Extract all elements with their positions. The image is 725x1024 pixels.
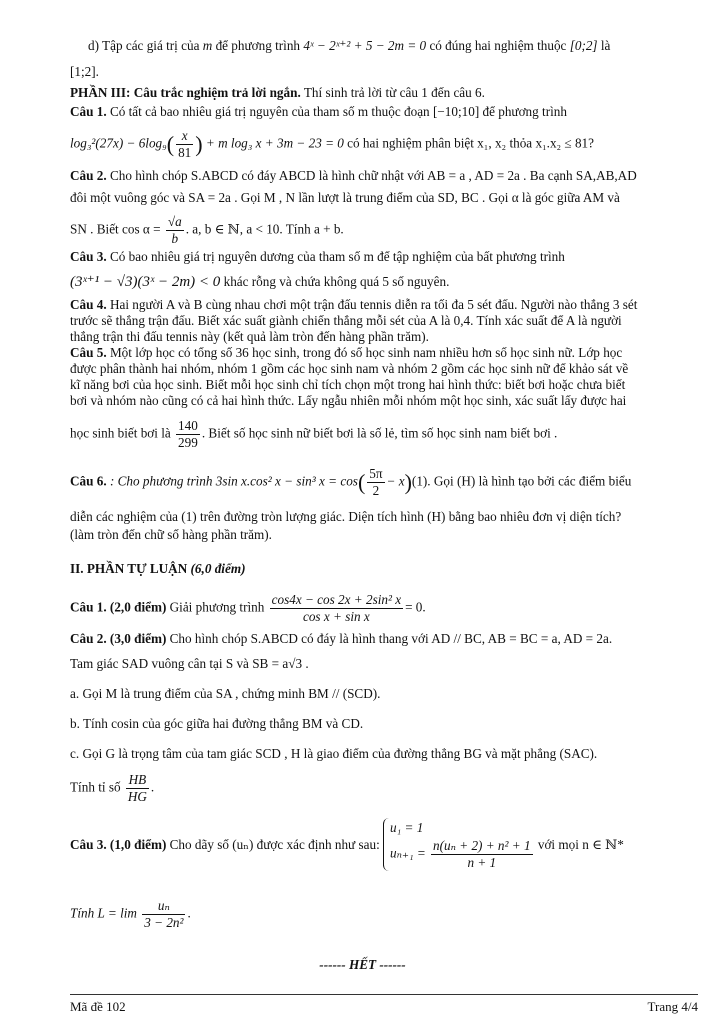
essay-q2-ratio bbox=[70, 772, 698, 805]
denominator: 81 bbox=[178, 145, 192, 160]
text: . a, b ∈ ℕ, a < 10. Tính a + b. bbox=[185, 221, 344, 237]
system-row-2 bbox=[390, 838, 535, 871]
footer-divider bbox=[70, 994, 698, 995]
q3-intro bbox=[70, 837, 380, 853]
text: để phương trình bbox=[215, 38, 301, 53]
fraction bbox=[166, 214, 184, 247]
text: Có tất cả bao nhiêu giá trị nguyên của tham số m thuộc đoạn [−10;10] để phương trình bbox=[109, 104, 567, 119]
text: . bbox=[187, 905, 191, 921]
text: học sinh biết bơi là bbox=[70, 425, 171, 441]
numerator: √a bbox=[167, 214, 182, 229]
numerator: n(uₙ + 2) + n² + 1 bbox=[433, 838, 531, 853]
q1-line1 bbox=[70, 104, 698, 120]
part3-heading bbox=[70, 85, 698, 101]
paren: ) bbox=[404, 469, 412, 495]
text: Tính tỉ số bbox=[70, 779, 121, 795]
denominator: cos x + sin x bbox=[302, 609, 370, 624]
numerator: 140 bbox=[178, 418, 198, 433]
equation-part: log₃²(27x) − 6log₉ bbox=[70, 135, 167, 151]
q4-line3: thắng trận thi đấu tennis này (kết quả làm tròn đến hàng phần trăm). bbox=[70, 329, 429, 344]
text: Giải phương trình bbox=[169, 599, 265, 615]
equation-part: + m log₃ x + 3m − 23 = 0 bbox=[205, 135, 344, 151]
essay-q2-line2: Tam giác SAD vuông cân tại S và SB = a√3 . bbox=[70, 656, 309, 671]
q1-equation-line bbox=[70, 128, 698, 161]
text: SN . Biết cos α = bbox=[70, 221, 161, 237]
text: . bbox=[150, 779, 155, 795]
numerator: cos4x − cos 2x + 2sin² x bbox=[271, 592, 402, 607]
fraction bbox=[367, 466, 384, 499]
q2-line1 bbox=[70, 168, 698, 184]
text: Tính L = lim bbox=[70, 905, 137, 921]
text: có đúng hai nghiệm thuộc bbox=[429, 38, 567, 53]
denominator: 2 bbox=[372, 483, 380, 498]
text: Một lớp học có tổng số 36 học sinh, trong đó số học sinh nam nhiều hơn số học sinh nữ. Lớp học bbox=[109, 345, 623, 360]
heading-text: PHẦN III: Câu trắc nghiệm trả lời ngắn. bbox=[70, 85, 301, 100]
text: với mọi n ∈ ℕ* bbox=[537, 836, 624, 852]
essay-heading bbox=[70, 561, 698, 577]
exam-code: Mã đề 102 bbox=[70, 999, 126, 1014]
text: Có bao nhiêu giá trị nguyên dương của tham số m để tập nghiệm của bất phương trình bbox=[109, 249, 565, 264]
recurrence-system bbox=[383, 818, 535, 871]
text: d) Tập các giá trị của bbox=[88, 38, 200, 53]
q3-line2 bbox=[70, 274, 698, 290]
lhs: uₙ₊₁ = bbox=[390, 845, 426, 861]
essay-q1 bbox=[70, 592, 698, 625]
q5-line4: bơi và nhóm nào cũng có cả hai hình thức. Lấy ngẫu nhiên mỗi nhóm một học sinh, xác suất lấy được hai bbox=[70, 393, 627, 408]
interval: [0;2] bbox=[569, 38, 598, 53]
q3-line1 bbox=[70, 249, 698, 265]
q6-line3: (làm tròn đến chữ số hàng phần trăm). bbox=[70, 527, 272, 542]
text: m bbox=[202, 38, 213, 53]
numerator: 5π bbox=[369, 466, 383, 481]
end-mark: ------ HẾT ------ bbox=[319, 957, 406, 972]
page-number: Trang 4/4 bbox=[647, 999, 698, 1014]
denominator: 299 bbox=[178, 435, 198, 450]
q2-line3 bbox=[70, 214, 698, 247]
essay-q3 bbox=[70, 818, 698, 878]
essay-q3-limit bbox=[70, 898, 698, 931]
fraction bbox=[431, 838, 533, 871]
text: . Biết số học sinh nữ biết bơi là số lẻ, tìm số học sinh nam biết bơi . bbox=[201, 425, 558, 441]
text: = 0. bbox=[405, 599, 426, 615]
q6-line1 bbox=[70, 466, 698, 499]
question-label: Câu 3. bbox=[70, 249, 107, 264]
equation-part: − x bbox=[386, 473, 405, 489]
essay-q2-part-c: c. Gọi G là trọng tâm của tam giác SCD , H là giao điểm của đường thẳng BG và mặt phẳng (SAC). bbox=[70, 746, 598, 761]
q5-line3: kĩ năng bơi của học sinh. Biết mỗi học sinh chỉ tích chọn một trong hai hình thức: biết bơi hoặc chưa biết bbox=[70, 377, 626, 392]
system-row-1: u₁ = 1 bbox=[390, 820, 424, 835]
question-label: Câu 6. bbox=[70, 473, 107, 489]
question-label: Câu 5. bbox=[70, 345, 107, 360]
essay-q2-line1 bbox=[70, 631, 698, 647]
text: là bbox=[600, 38, 611, 53]
part2-tail-line2: [1;2]. bbox=[70, 64, 99, 79]
heading-text: II. PHẦN TỰ LUẬN bbox=[70, 561, 188, 576]
heading-note: Thí sinh trả lời từ câu 1 đến câu 6. bbox=[303, 85, 485, 100]
question-label: Câu 3. (1,0 điểm) bbox=[70, 836, 167, 852]
text: Cho dãy số (uₙ) được xác định như sau: bbox=[169, 836, 380, 852]
q4-line1 bbox=[70, 297, 698, 313]
fraction bbox=[142, 898, 185, 931]
fraction bbox=[176, 418, 200, 451]
denominator: n + 1 bbox=[467, 855, 497, 870]
question-label: Câu 2. (3,0 điểm) bbox=[70, 631, 167, 646]
question-label: Câu 1. bbox=[70, 104, 107, 119]
equation-tag: (1). bbox=[411, 473, 431, 489]
text: Cho hình chóp S.ABCD có đáy là hình thang với AD // BC, AB = BC = a, AD = 2a. bbox=[169, 631, 613, 646]
text: Gọi (H) là hình tạo bởi các điểm biểu bbox=[433, 473, 632, 489]
text: khác rỗng và chứa không quá 5 số nguyên. bbox=[223, 274, 450, 289]
fraction bbox=[176, 128, 193, 161]
essay-q2-part-b: b. Tính cosin của góc giữa hai đường thẳng BM và CD. bbox=[70, 716, 364, 731]
paren: ( bbox=[166, 131, 175, 157]
part2-tail-line1 bbox=[88, 38, 698, 54]
equation-part: : Cho phương trình 3sin x.cos² x − sin³ x = cos bbox=[109, 473, 358, 489]
essay-q2-part-a: a. Gọi M là trung điểm của SA , chứng minh BM // (SCD). bbox=[70, 686, 381, 701]
numerator: uₙ bbox=[142, 898, 185, 915]
heading-points: (6,0 điểm) bbox=[190, 561, 246, 576]
paren: ( bbox=[357, 469, 366, 495]
text: có hai nghiệm phân biệt x₁, x₂ thỏa x₁.x₂ ≤ 81? bbox=[347, 135, 595, 151]
q5-line1 bbox=[70, 345, 698, 361]
fraction bbox=[126, 772, 149, 805]
question-label: Câu 2. bbox=[70, 168, 107, 183]
q2-line2: đôi một vuông góc và SA = 2a . Gọi M , N lần lượt là trung điểm của SD, BC . Gọi α là góc giữa AM và bbox=[70, 190, 620, 205]
inequality: (3ˣ⁺¹ − √3)(3ˣ − 2m) < 0 bbox=[70, 274, 221, 290]
denominator: 3 − 2n² bbox=[144, 915, 184, 930]
q6-line2: diễn các nghiệm của (1) trên đường tròn lượng giác. Diện tích hình (H) bằng bao nhiêu đơn vị diện tích? bbox=[70, 509, 622, 524]
text: Hai người A và B cùng nhau chơi một trận đấu tennis diễn ra tối đa 5 sét đấu. Người nào thắng 3 sét bbox=[109, 297, 638, 312]
paren: ) bbox=[195, 131, 203, 157]
q5-line5 bbox=[70, 418, 698, 451]
q4-line2: trước sẽ thắng trận đấu. Biết xác suất giành chiến thắng mỗi sét của A là 0,4. Tính xác suất để A là người bbox=[70, 313, 622, 328]
numerator: x bbox=[176, 128, 193, 145]
q5-line2: được phân thành hai nhóm, nhóm 1 gồm các học sinh nam và nhóm 2 gồm các học sinh nữ để khảo sát về bbox=[70, 361, 629, 376]
fraction bbox=[270, 592, 403, 625]
denominator: HG bbox=[127, 789, 147, 804]
question-label: Câu 1. (2,0 điểm) bbox=[70, 599, 167, 615]
text: Cho hình chóp S.ABCD có đáy ABCD là hình chữ nhật với AB = a , AD = 2a . Ba cạnh SA,AB,AD bbox=[109, 168, 637, 183]
question-label: Câu 4. bbox=[70, 297, 107, 312]
denominator: b bbox=[171, 231, 179, 246]
equation: 4ˣ − 2ˣ⁺² + 5 − 2m = 0 bbox=[303, 38, 427, 53]
numerator: HB bbox=[126, 772, 149, 789]
